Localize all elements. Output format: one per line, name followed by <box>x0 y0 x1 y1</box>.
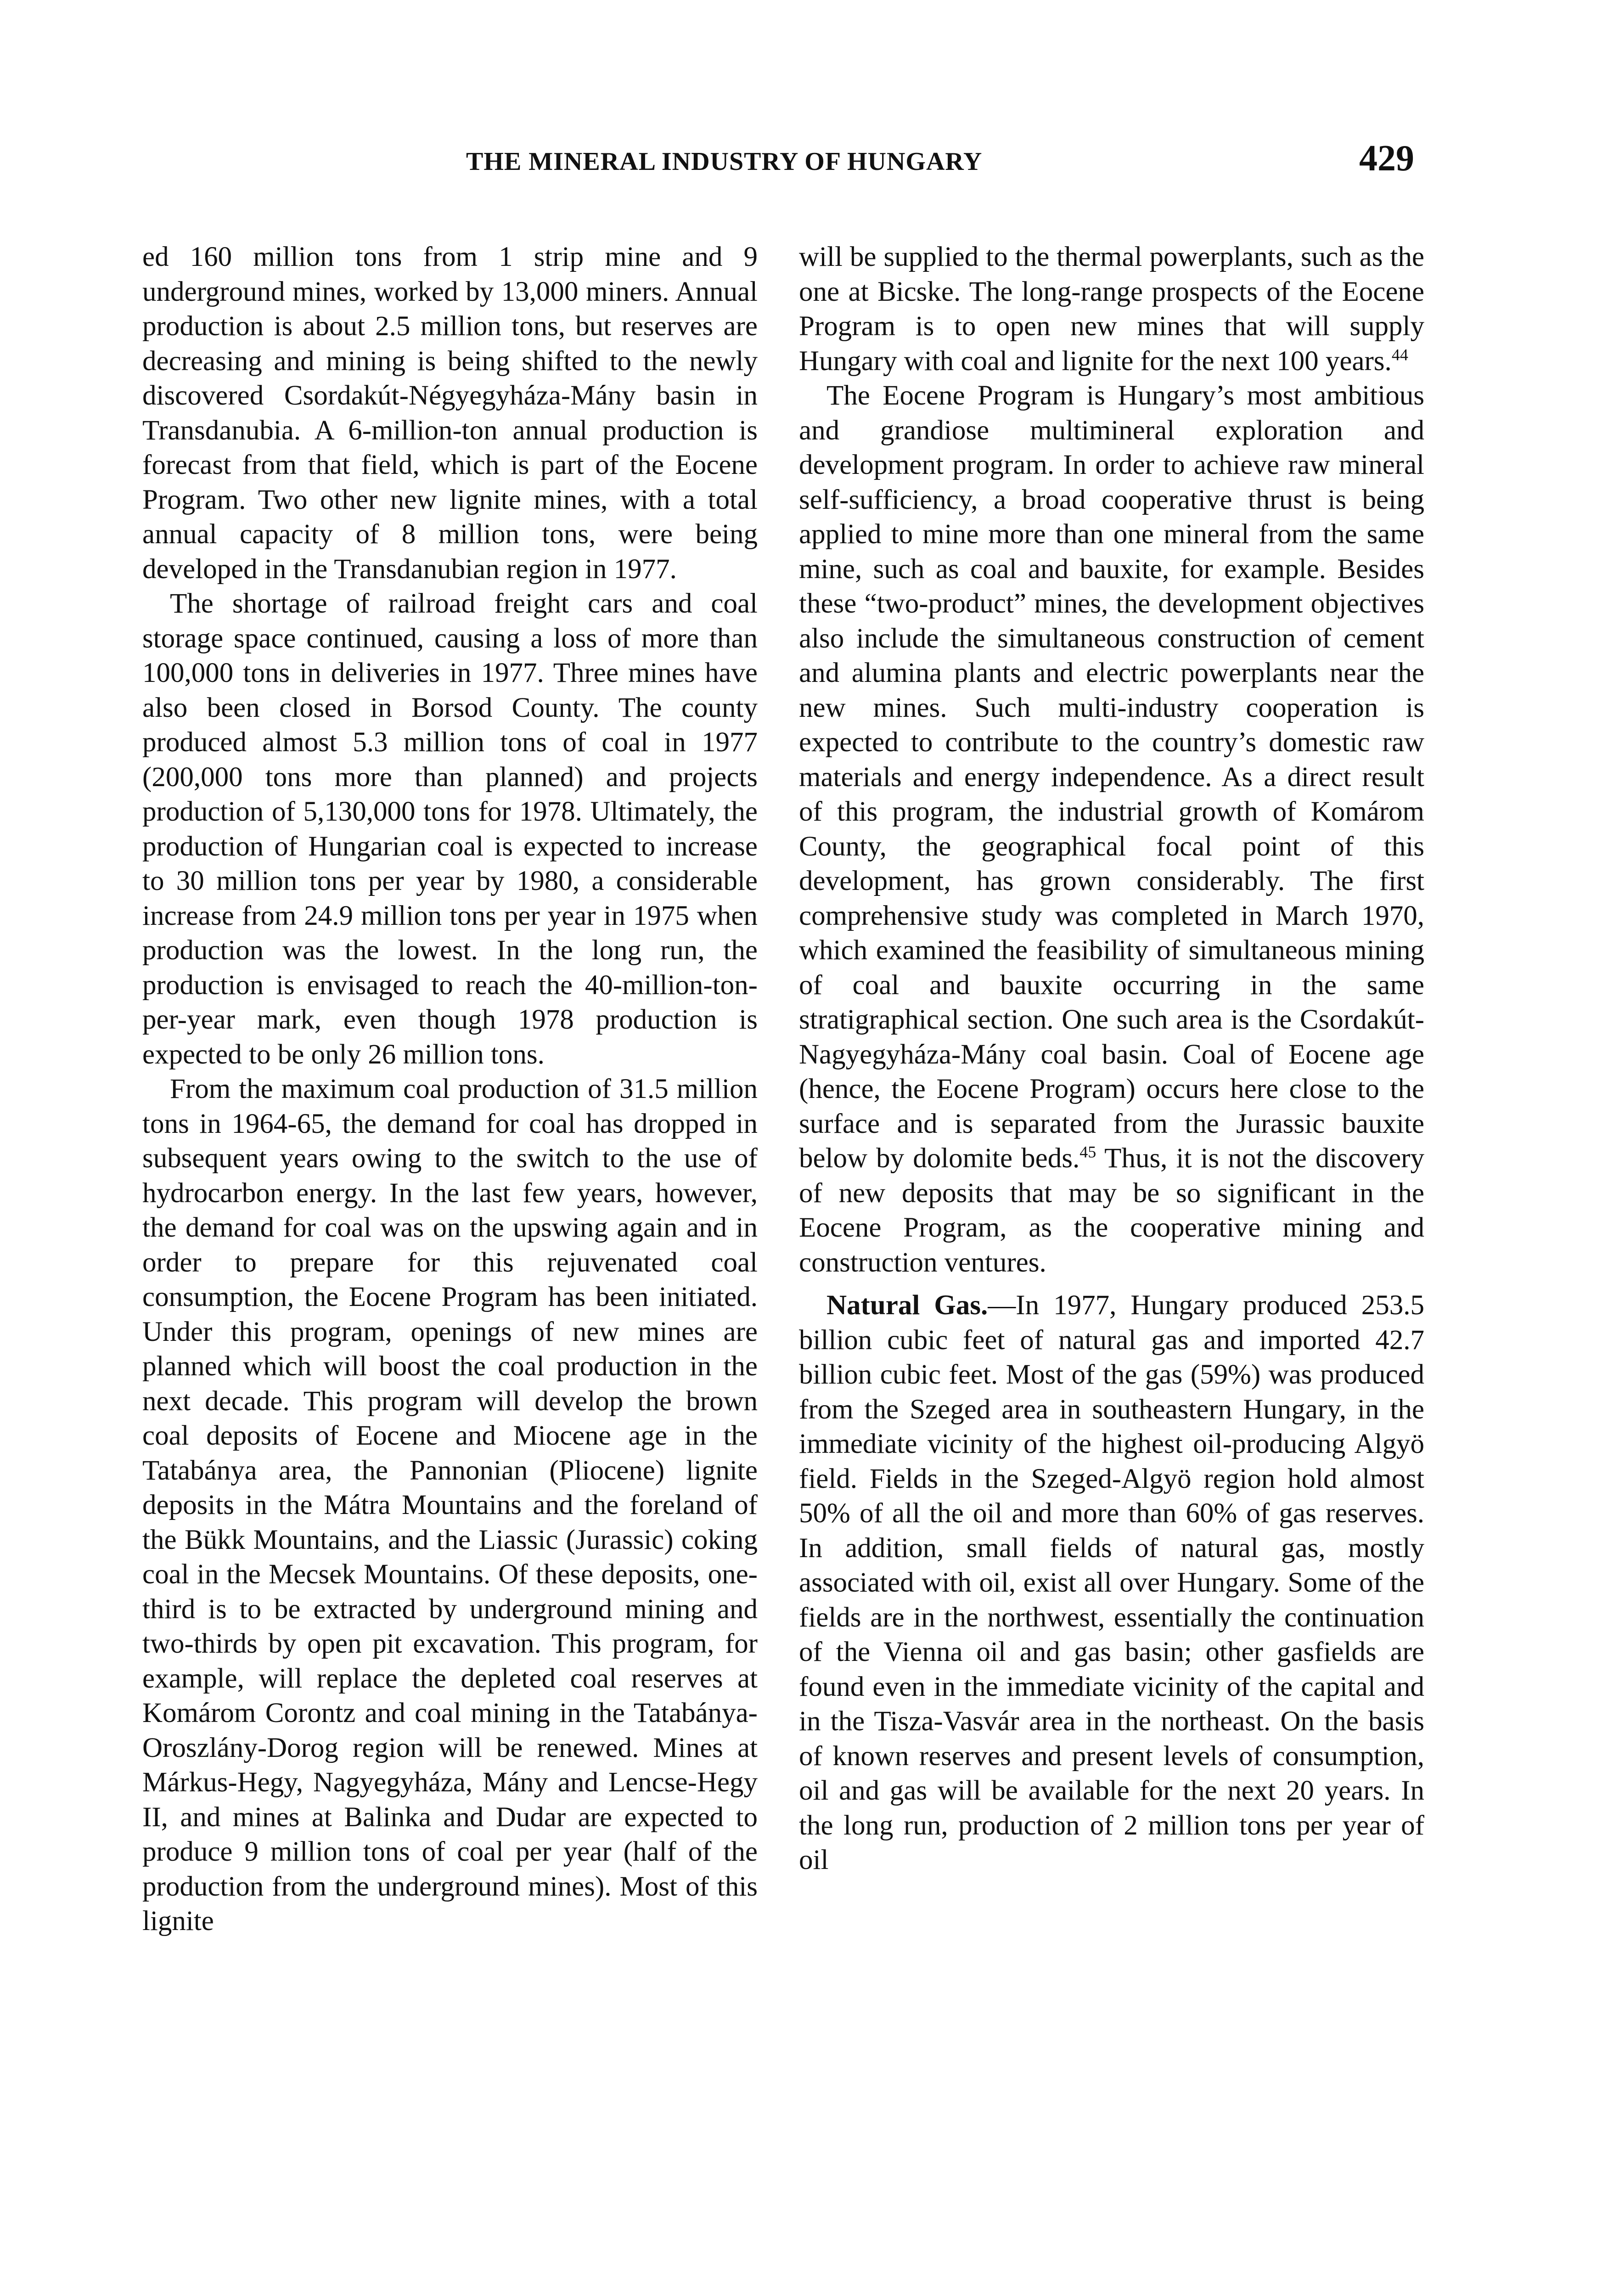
right-paragraph-1 <box>799 240 1424 378</box>
right-paragraph-2 <box>799 378 1424 1280</box>
footnote-ref-44: 44 <box>1391 345 1408 364</box>
left-paragraph-2: The shortage of railroad freight cars and coal storage space continued, causing a loss of more than 100,000 tons in deliveries in 1977. Three mines have also been closed in Borsod County. The county produced almost 5.3 million tons of coal in 1977 (200,000 tons more than planned) and projects production of 5,130,000 tons for 1978. Ultimately, the production of Hungarian coal is expected to increase to 30 million tons per year by 1980, a considerable increase from 24.9 million tons per year in 1975 when production was the lowest. In the long run, the production is envisaged to reach the 40-million-ton-per-year mark, even though 1978 production is expected to be only 26 million tons. <box>142 588 758 1070</box>
right-paragraph-2-text-b: Thus, it is not the discovery of new deposits that may be so significant in the Eocene Program, as the cooperative mining and construction ventures. <box>799 1143 1424 1278</box>
natural-gas-heading: Natural Gas. <box>826 1290 988 1321</box>
footnote-ref-45: 45 <box>1079 1142 1096 1161</box>
left-paragraph-1: ed 160 million tons from 1 strip mine and 9 underground mines, worked by 13,000 miners. Annual production is about 2.5 million tons, but reserves are decreasing and mining is being shifted to the newly discovered Csordakút-Négyegyháza-Mány basin in Transdanubia. A 6-million-ton annual production is forecast from that field, which is part of the Eocene Program. Two other new lignite mines, with a total annual capacity of 8 million tons, were being developed in the Transdanubian region in 1977. <box>142 242 758 585</box>
page-number: 429 <box>1359 138 1414 179</box>
right-paragraph-2-text-a: The Eocene Program is Hungary’s most ambitious and grandiose multimineral exploration and development program. In order to achieve raw mineral self-sufficiency, a broad cooperative thrust is being applied to mine more than one mineral from the same mine, such as coal and bauxite, for example. Besides these “two-product” mines, the development objectives also include the simultaneous construction of cement and alumina plants and electric powerplants near the new mines. Such multi-industry cooperation is expected to contribute to the country’s domestic raw materials and energy independence. As a direct result of this program, the industrial growth of Komárom County, the geographical focal point of this development, has grown considerably. The first comprehensive study was completed in March 1970, which examined the feasibility of simultaneous mining of coal and bauxite occurring in the same stratigraphical section. One such area is the Csordakút-Nagyegyháza-Mány coal basin. Coal of Eocene age (hence, the Eocene Program) occurs here close to the surface and is separated from the Jurassic bauxite below by dolomite beds. <box>799 380 1424 1174</box>
right-paragraph-1-text: will be supplied to the thermal powerplants, such as the one at Bicske. The long-range prospects of the Eocene Program is to open new mines that will supply Hungary with coal and lignite for the next 100 years. <box>799 242 1424 377</box>
left-column <box>142 240 758 1939</box>
left-paragraph-3: From the maximum coal production of 31.5 million tons in 1964-65, the demand for coal has dropped in subsequent years owing to the switch to the use of hydrocarbon energy. In the last few years, however, the demand for coal was on the upswing again and in order to prepare for this rejuvenated coal consumption, the Eocene Program has been initiated. Under this program, openings of new mines are planned which will boost the coal production in the next decade. This program will develop the brown coal deposits of Eocene and Miocene age in the Tatabánya area, the Pannonian (Pliocene) lignite deposits in the Mátra Mountains and the foreland of the Bükk Mountains, and the Liassic (Jurassic) coking coal in the Mecsek Mountains. Of these deposits, one-third is to be extracted by underground mining and two-thirds by open pit excavation. This program, for example, will replace the depleted coal reserves at Komárom Corontz and coal mining in the Tatabánya-Oroszlány-Dorog region will be renewed. Mines at Márkus-Hegy, Nagyegyháza, Mány and Lencse-Hegy II, and mines at Balinka and Dudar are expected to produce 9 million tons of coal per year (half of the production from the underground mines). Most of this lignite <box>142 1074 758 1936</box>
natural-gas-text: —In 1977, Hungary produced 253.5 billion cubic feet of natural gas and imported 42.7 billion cubic feet. Most of the gas (59%) was produced from the Szeged area in southeastern Hungary, in the immediate vicinity of the highest oil-producing Algyö field. Fields in the Szeged-Algyö region hold almost 50% of all the oil and more than 60% of gas reserves. In addition, small fields of natural gas, mostly associated with oil, exist all over Hungary. Some of the fields are in the northwest, essentially the continuation of the Vienna oil and gas basin; other gasfields are found even in the immediate vicinity of the capital and in the Tisza-Vasvár area in the northeast. On the basis of known reserves and present levels of consumption, oil and gas will be available for the next 20 years. In the long run, production of 2 million tons per year of oil <box>799 1290 1425 1875</box>
right-column <box>799 240 1424 1878</box>
natural-gas-paragraph <box>799 1288 1424 1878</box>
running-title: THE MINERAL INDUSTRY OF HUNGARY <box>466 147 983 176</box>
